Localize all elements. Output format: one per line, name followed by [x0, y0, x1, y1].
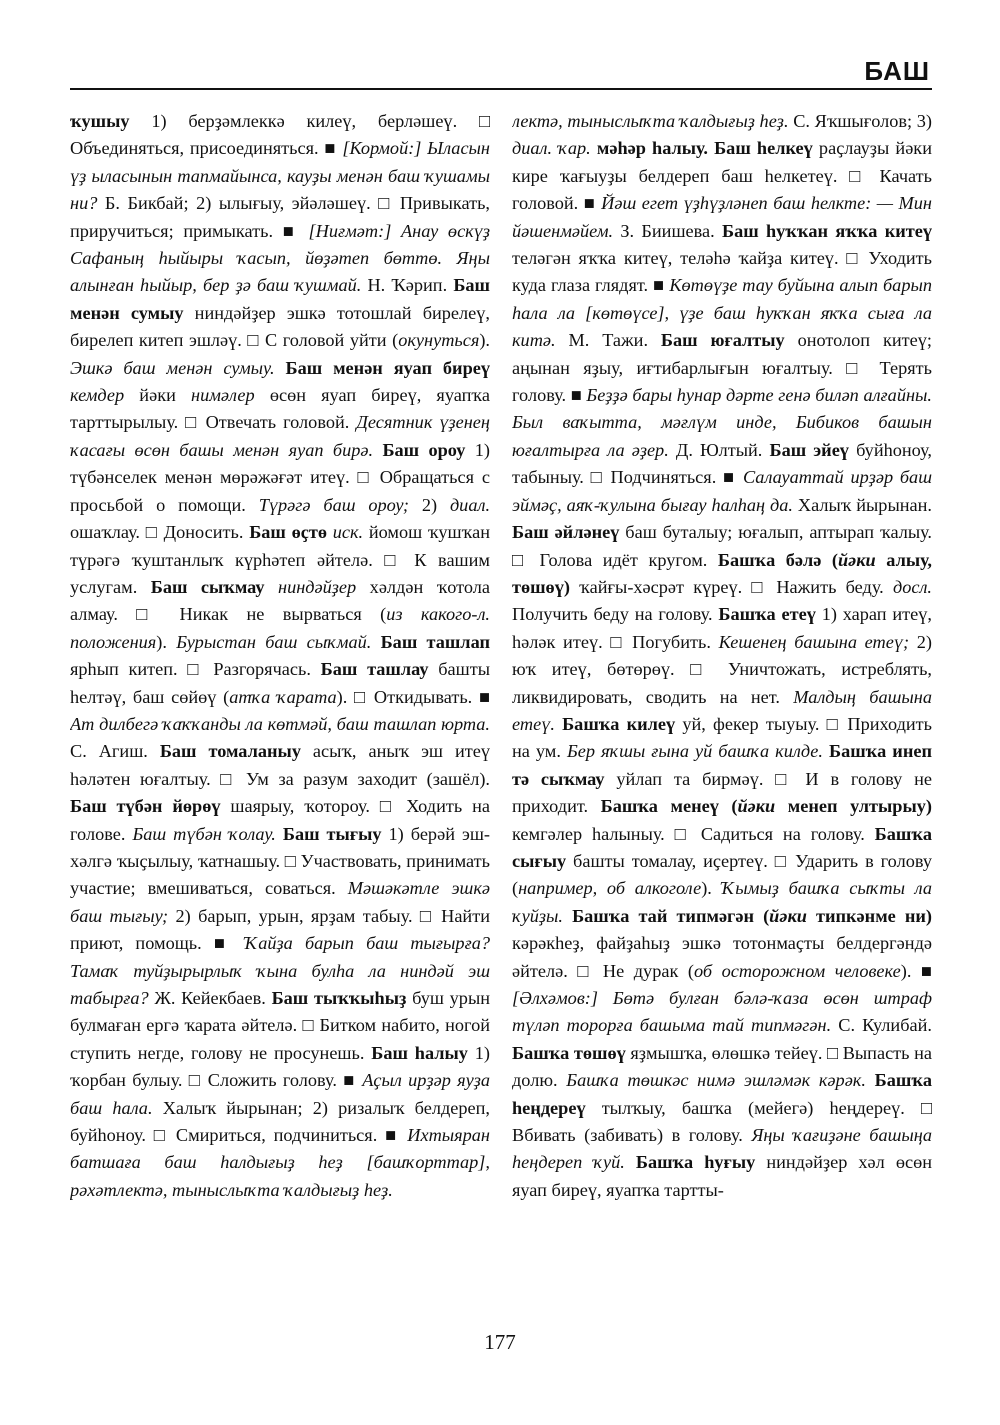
- definition-text: Н. Ҡәрип.: [361, 275, 454, 296]
- definition-text: шаярыу, ҡотороу. □ Ходить на голове.: [70, 796, 490, 844]
- header-rule: [70, 88, 932, 90]
- italic-example: лектә, тыныслыҡта ҡалдығыҙ һеҙ.: [512, 111, 789, 131]
- headword: Башҡа төшөү: [512, 1042, 626, 1063]
- definition-text: 2): [408, 494, 450, 515]
- headword: Баш һелкеү: [714, 138, 813, 159]
- definition-text: буш урын булмаған ергә ҡарата әйтелә. □ Битком набито, ногой ступить негде, голову не просунешь.: [70, 988, 490, 1063]
- italic-example: [Кормой:] Ыласын үҙ ыласынын тапмайынса, кауҙы менән баш ҡушамы ни?: [70, 138, 490, 214]
- definition-text: С. Кулибай.: [831, 1015, 932, 1036]
- italic-example: Малдың башына етеү.: [512, 686, 932, 734]
- definition-text: [265, 577, 279, 597]
- italic-example: [Әлхәмов:] Бөтә булған бәлә-ҡаза өсөн штраф түләп торорға башыма тай типмәгән.: [512, 988, 932, 1036]
- definition-text: ярһып китеп. □ Разгорячась.: [70, 659, 321, 680]
- headword: Башҡа етеү: [718, 604, 816, 625]
- italic-example: Йәш егет үҙһүҙләнеп баш һелкте: — Мин йәшенмәйем.: [512, 193, 932, 241]
- definition-text: 1) харап итеү, һәләк итеү. □ Погубить.: [512, 604, 932, 652]
- running-header: БАШ: [864, 56, 930, 86]
- headword: Баш юғалтыу: [660, 330, 785, 351]
- italic-example: Салауаттай ирҙәр баш эймәҫ, аяҡ-ҡулына бығау һалһаң да.: [512, 467, 932, 515]
- headword: Башҡа һуғыу: [635, 1152, 756, 1173]
- definition-text: асыҡ, аныҡ эш итеү һәләтен юғалтыу. □ Ум за разум заходит (зашёл).: [70, 741, 490, 789]
- italic-example: диал. ҡар.: [512, 138, 591, 159]
- definition-text: 1) ҡорбан булыу. □ Сложить голову. ■: [70, 1042, 490, 1091]
- definition-text: Халыҡ йырынан.: [792, 494, 932, 515]
- italic-example: окунуться: [398, 330, 480, 351]
- headword: менеп ултырыу): [775, 796, 932, 817]
- italic-example: [Ниғмәт:] Анау өскүҙ Сафаның һыйыры ҡасып, йөҙәтеп бөттө. Яңы алынған һыйыр, бер ҙә баш ҡушмай.: [70, 220, 490, 296]
- headword: Баш әйләнеү: [512, 522, 620, 543]
- headword: типкәнме ни): [806, 905, 932, 926]
- definition-text: [371, 632, 380, 652]
- italic-example: Кешенең башына етеү;: [718, 631, 910, 652]
- definition-text: Получить беду на голову.: [512, 604, 719, 625]
- italic-example: из какого-л. положения: [70, 604, 490, 652]
- italic-example: Аҫыл ирҙәр яуҙа баш һала.: [70, 1070, 490, 1118]
- italic-example: Баш түбән ҡолау.: [132, 823, 276, 844]
- definition-text: ниндәйҙер эшкә тотошлай бирелеү, бирелеп китеп эшләү. □ С головой уйти (: [70, 302, 490, 351]
- definition-text: [625, 1152, 636, 1172]
- definition-text: уй, фекер тыуыу. □ Приходить на ум.: [512, 713, 932, 762]
- definition-text: Д. Юлтый.: [668, 439, 770, 460]
- headword: Башҡа һеңдереү: [512, 1070, 932, 1118]
- headword: мәһәр һалыу.: [596, 138, 708, 159]
- definition-text: 2) барып, урын, ярҙам табыу. □ Найти приют, помощь. ■: [70, 905, 490, 954]
- italic-example: Мәшәкәтле эшкә баш тығыу;: [70, 878, 490, 926]
- definition-text: баш буталыу; юғалып, аптырап ҡалыу. □ Голова идёт кругом.: [512, 522, 932, 570]
- right-column: [512, 108, 932, 1323]
- headword: Баш түбән йөрөү: [70, 796, 221, 817]
- definition-text: [276, 824, 283, 844]
- headword: Башҡа бәлә (: [717, 549, 839, 570]
- italic-example: Ихтыяран батшаға баш һалдығыҙ һеҙ [башҡорттар], рәхәтлектә, тыныслыҡта ҡалдығыҙ һеҙ.: [70, 1125, 490, 1200]
- definition-text: онотолоп китеү; аңынан яҙыу, иғтибарлығын юғалтыу. □ Терять голову. ■: [512, 330, 932, 406]
- definition-text: [866, 1070, 875, 1090]
- italic-example: Беҙҙә бары һунар дәрте генә биләп алғайны. Был ваҡытта, мәғлүм инде, Бибиков башын юғалтырға ла әҙер.: [512, 385, 932, 460]
- definition-text: тылҡыу, башҡа (мейегә) һеңдереү. □ Вбивать (забивать) в голову.: [512, 1097, 932, 1146]
- italic-example: Эшкә баш менән сумыу.: [70, 357, 275, 378]
- headword: Баш һалыу: [371, 1042, 468, 1063]
- definition-text: йәки: [124, 385, 191, 406]
- italic-example: Бурыстан баш сыҡмай.: [176, 631, 372, 652]
- definition-text: кәрәкһеҙ, файҙаһыҙ эшкә тотонмаҫты белдергәндә әйтелә. □ Не дурак (: [512, 933, 932, 981]
- headword: Баш томаланыу: [159, 741, 301, 762]
- page-number: 177: [484, 1330, 516, 1354]
- headword: Баш тығыу: [282, 823, 382, 844]
- definition-text: ).: [701, 878, 722, 899]
- italic-example: иск.: [332, 522, 364, 543]
- headword: алыу, төшөү): [512, 549, 932, 597]
- definition-text: С. Агиш.: [70, 741, 160, 762]
- definition-text: [275, 358, 286, 378]
- right-column-text: [512, 108, 932, 1204]
- definition-text: 1) берәй эш-хәлгә ҡыҫылыу, ҡатнашыу. □ Участвовать, принимать участие; вмешиваться, соваться.: [70, 823, 490, 899]
- definition-text: ошаҡлау. □ Доносить.: [70, 522, 250, 543]
- headword: Башҡа килеү: [562, 713, 676, 734]
- italic-example: досл.: [892, 576, 932, 597]
- definition-text: башты томалау, иҫертеү. □ Ударить в голову (: [512, 850, 932, 899]
- definition-text: ҡайғы-хәсрәт күреү. □ Нажить беду.: [569, 576, 893, 597]
- definition-text: М. Тажи.: [555, 330, 661, 351]
- headword-italic: йәки: [838, 549, 876, 570]
- definition-text: 1) берҙәмлеккә килеү, берләшеү. □ Объединяться, присоединяться. ■: [70, 111, 490, 159]
- definition-text: башты һелтәү, баш сөйөү (: [70, 659, 490, 707]
- italic-example: диал.: [449, 494, 490, 515]
- italic-example: Бер яҡшы ғына уй башҡа килде.: [566, 741, 823, 762]
- italic-example: Көтөүҙе тау буйына алып барып һала ла [көтөүсе], үҙе баш һуҡҡан яҡҡа сыға ла китә.: [512, 275, 932, 351]
- definition-text: теләгән яҡҡа китеү, теләһә ҡайҙа китеү. □ Уходить куда глаза глядят. ■: [512, 248, 932, 296]
- definition-text: 2) юҡ итеү, бөтөрөү. □ Уничтожать, истреблять, ликвидировать, сводить на нет.: [512, 631, 932, 707]
- headword: Баш өҫтө: [249, 522, 327, 543]
- headword: Башҡа тай типмәгән (: [572, 905, 770, 926]
- definition-text: ). □ Откидывать. ■: [336, 686, 490, 707]
- definition-text: С. Яҡшығолов; 3): [788, 111, 932, 131]
- definition-text: Б. Бикбай; 2) ылығыу, эйәләшеү. □ Привыкать, приручиться; примыкать. ■: [70, 193, 490, 241]
- headword: Баш ороу: [382, 439, 466, 460]
- italic-example: атҡа ҡарата: [229, 686, 337, 707]
- definition-text: уйлап та бирмәү. □ И в голову не приходит.: [512, 768, 932, 817]
- headword: Баш менән сумыу: [70, 275, 490, 323]
- definition-text: хәлдән ҡотола алмау. □ Никак не вырваться (: [70, 576, 490, 625]
- italic-example: кемдер: [70, 385, 125, 406]
- italic-example: Башҡа төшкәс нимә эшләмәк кәрәк.: [566, 1070, 866, 1091]
- italic-example: ниндәйҙер: [278, 576, 357, 597]
- italic-example: Ат дилбегә ҡаҡҡанды ла көтмәй, баш ташлап юрта.: [70, 713, 490, 734]
- definition-text: яҙмышҡа, өлөшкә тейеү. □ Выпасть на долю.: [512, 1042, 932, 1091]
- headword: Башҡа сығыу: [512, 823, 932, 871]
- italic-example: например, об алкоголе: [518, 878, 702, 899]
- headword: Баш тыҡҡыһыҙ: [271, 988, 407, 1008]
- definition-text: З. Биишева.: [613, 220, 723, 241]
- headword: Башҡа менеү (: [600, 796, 738, 817]
- italic-example: Түрәгә баш ороу;: [258, 494, 409, 515]
- definition-text: ). ■: [900, 960, 932, 981]
- headword: Баш сыҡмау: [150, 576, 265, 597]
- definition-text: йомош ҡушҡан түрәгә ҡуштанлыҡ күрһәтеп әйтелә. □ К вашим услугам.: [70, 522, 490, 597]
- italic-example: Десятник үҙенең ҡасағы өсөн башы менән яуап бирә.: [70, 412, 490, 460]
- headword: Баш ташлап: [380, 631, 490, 652]
- italic-example: Ҡайҙа барып баш тығырға? Тамаҡ туйҙырырлыҡ ҡына булһа ла ниндәй эш табырға?: [70, 933, 490, 1008]
- italic-example: об осторожном человеке: [693, 960, 901, 981]
- headword: Баш менән яуап биреү: [285, 357, 490, 378]
- left-column: [70, 108, 490, 1323]
- definition-text: Ж. Кейекбаев.: [148, 988, 272, 1008]
- headword-italic: йәки: [769, 905, 807, 926]
- headword: Баш эйеү: [769, 439, 849, 460]
- headword-italic: йәки: [737, 796, 776, 817]
- headword: ҡушыу: [70, 111, 130, 131]
- italic-example: Яңы ҡағиҙәне башыңа һеңдереп ҡуй.: [512, 1125, 932, 1173]
- definition-text: ).: [156, 631, 177, 652]
- left-column-text: [70, 108, 490, 1204]
- italic-example: нимәлер: [191, 385, 255, 406]
- definition-text: раҫлауҙы йәки кире ҡағыуҙы белдереп баш һелкетеү. □ Качать головой. ■: [512, 138, 932, 214]
- definition-text: өсөн яуап биреү, яуапҡа тарттырылыу. □ Отвечать головой.: [70, 385, 490, 433]
- definition-text: буйһоноу, табыныу. □ Подчиняться. ■: [512, 439, 932, 488]
- definition-text: [563, 906, 572, 926]
- italic-example: Ҡымыҙ башҡа сыҡты ла ҡуйҙы.: [512, 878, 932, 926]
- definition-text: ).: [479, 330, 490, 351]
- headword: Башҡа инеп тә сыҡмау: [512, 741, 932, 789]
- definition-text: 1) түбәнселек менән мөрәжәғәт итеү. □ Обращаться с просьбой о помощи.: [70, 439, 490, 515]
- definition-text: Халыҡ йырынан; 2) ризалыҡ белдереп, буйһоноу. □ Смириться, подчиниться. ■: [70, 1097, 490, 1146]
- headword: Баш һуҡҡан яҡҡа китеү: [722, 220, 932, 241]
- definition-text: кемгәлер һалыныу. □ Садиться на голову.: [512, 823, 875, 844]
- headword: Баш ташлау: [320, 659, 429, 680]
- definition-text: ниндәйҙер хәл өсөн яуап биреү, яуапҡа тартты-: [512, 1152, 932, 1200]
